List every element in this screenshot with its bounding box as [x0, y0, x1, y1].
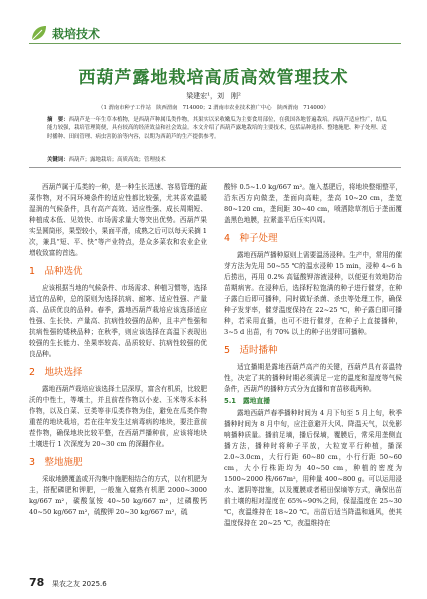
page-number: 78 — [29, 576, 45, 589]
leaf-icon — [29, 23, 49, 43]
keywords-text: 西葫芦；露地栽培；高质高效；管理技术 — [68, 157, 166, 163]
body-column-right — [224, 182, 402, 529]
abstract-divider — [29, 167, 401, 168]
section-heading-2: 2 地块选择 — [29, 367, 83, 378]
section-text-3: 采取地膜覆盖或开沟集中施肥相结合的方式，以有机肥为主，搭配磷肥和钾肥，一般施入腐熟有机肥 2000~3000 kg/667 m²，碳酸氢铵 40~50 kg/667 m²，过磷酸钙 40~50 kg/667 m²，硫酸钾 20~30 kg/667 m²，硫 — [29, 475, 207, 516]
section-text-1: 应该根据当地的气候条件、市场需求、种植习惯等，选择适宜的品种，总的原则为选择抗病、耐寒、适应性强、产量高、品质优良的品种。春季，露地西葫芦栽培应该选择适应性强、生长快、产量高、抗病性较强的品种，且丰产性强和抗病性强的矮秧品种；在秋季，则应该选择在高温下表现出较强的生长能力、坐果率较高、品质较好、抗病性较强的优良品种。 — [29, 284, 207, 358]
section-text-2: 露地西葫芦栽培应该选择土层深厚，富含有机质，比较肥沃的中性土，等壤土，并且前茬作物以小麦、玉米等禾本科作物，以及白菜、豆类等非瓜类作物为佳，避免在瓜类作物重茬的地块栽培，若在往年发生过病毒病的地块，要注意前茬作物，确保地块比较平整，在西葫芦播种前，应该将地块土壤进行 1 次深度为 20~30 cm 的深翻作业。 — [29, 385, 207, 448]
section-heading-5: 5 适时播种 — [224, 345, 278, 356]
section-tag: 栽培技术 — [52, 27, 101, 41]
header-divider — [29, 43, 401, 44]
section-heading-4: 4 种子处理 — [224, 233, 278, 244]
abstract-text: 西葫芦是一年生草本植物，是西葫芦种属瓜类作物，其果实以采收嫩瓜为主要食用部位，在我国各地普遍栽培。西葫芦适应性广，结瓜能力较强，栽培管理简便，具有较高的经济效益和社会效益。本文介绍了西葫芦露地栽培的主要技术，包括品种选择、整地施肥、种子处理、适时播种、田间管理、病虫害防治等内容，以期为西葫芦的生产提供参考。 — [47, 117, 387, 140]
section-heading-3: 3 整地施肥 — [29, 457, 83, 468]
section-heading-1: 1 品种选优 — [29, 266, 83, 277]
subsection-heading-5-1: 5.1 露地直播 — [224, 397, 271, 405]
keywords — [47, 155, 387, 163]
abstract-label: 摘 要： — [47, 117, 69, 123]
article-title: 西葫芦露地栽培高质高效管理技术 — [78, 68, 349, 88]
section-text-3-continued: 酸锌 0.5~1.0 kg/667 m²。施入基肥后，将地块整细整平，沿东西方向做垄，垄面向高畦，垄高 10~20 cm，垄宽 80~120 cm，垄间距 30~40 cm，喷洒除草剂后于垄面覆盖黑色地膜，拉紧盖平后压实四周。 — [224, 183, 402, 224]
body-column-left — [29, 182, 207, 518]
journal-name: 果农之友 2025.6 — [52, 580, 107, 588]
intro-paragraph: 西葫芦属于瓜类的一种，是一种生长迅速、容易管理的蔬菜作物，对不同环境条件的适应性都比较强，尤其喜欢温暖湿润的气候条件，具有高产高效、适应性强、成长周期短、种植成本低、见效快、市场需求量大等突出优势。西葫芦果实呈圆筒形，果型较小，果面平滑，成熟之后可以每天采摘 1 次，兼具“短、平、快”等产业特点，是众多菜农和农业企业增收致富的首选。 — [29, 183, 207, 257]
keywords-label: 关键词： — [47, 157, 69, 163]
abstract — [47, 116, 387, 141]
subsection-text-5-1: 露地西葫芦春季播种时间为 4 月下旬至 5 月上旬，秋季播种时间为 8 月中旬，应注意避开大风、降温天气，以免影响播种质量。播前足墒，播后保墒，覆膜后，常采用垄侧直播方法，播种时将种子平放，大粒宽平行种植，播深 2.0~3.0cm，大行行距 60~80 cm，小行行距 50~60 cm，大小行株距均为 40~50 cm，种植的密度为 1500~2000 株/667m²，用种量 400~800 g。可以运用浸水、遮阴等措施，以及覆膜或者稻田保墒等方式，确保出苗前土壤的相对湿度在 65%~90%之间，保湿温度在 25~30 ℃，夜温维持在 18~20 ℃。出苗后适当降温和通风，使其温度保持在 20~25 ℃，夜温维持在 — [224, 409, 402, 527]
section-text-4: 露地西葫芦播种原则上需要温汤浸种。生产中，常用的催芽方法为先用 50~55 ℃的温水浸种 15 min，浸种 4~6 h 后捞出，再用 0.2% 高锰酸钾溶液浸种，以便更有效地防治苗期病害。在浸种后，选择籽粒饱满的种子进行催芽，在种子露白后即可播种，同时做好杀菌、杀虫等处理工作，确保种子发芽率，催芽温度保持在 22~25 ℃，种子露白即可播种，若采用直播，也可不进行催芽，在种子上直接播种，3~5 d 出苗，有 70% 以上的种子出芽即可播种。 — [224, 251, 402, 336]
article-authors: 梁建宏¹，刘 刚² — [186, 92, 241, 100]
section-text-5: 适宜播期是露地西葫芦高产的关键，西葫芦具有喜温特性，决定了其的播种时期必须满足一定的温度和湿度等气候条件，西葫芦的播种方式分为直播和育苗移栽两种。 — [224, 363, 402, 393]
article-affiliations: （1 渭南市种子工作站 陕西渭南 714000；2 渭南市农业技术推广中心 陕西渭南 714000） — [98, 105, 329, 111]
